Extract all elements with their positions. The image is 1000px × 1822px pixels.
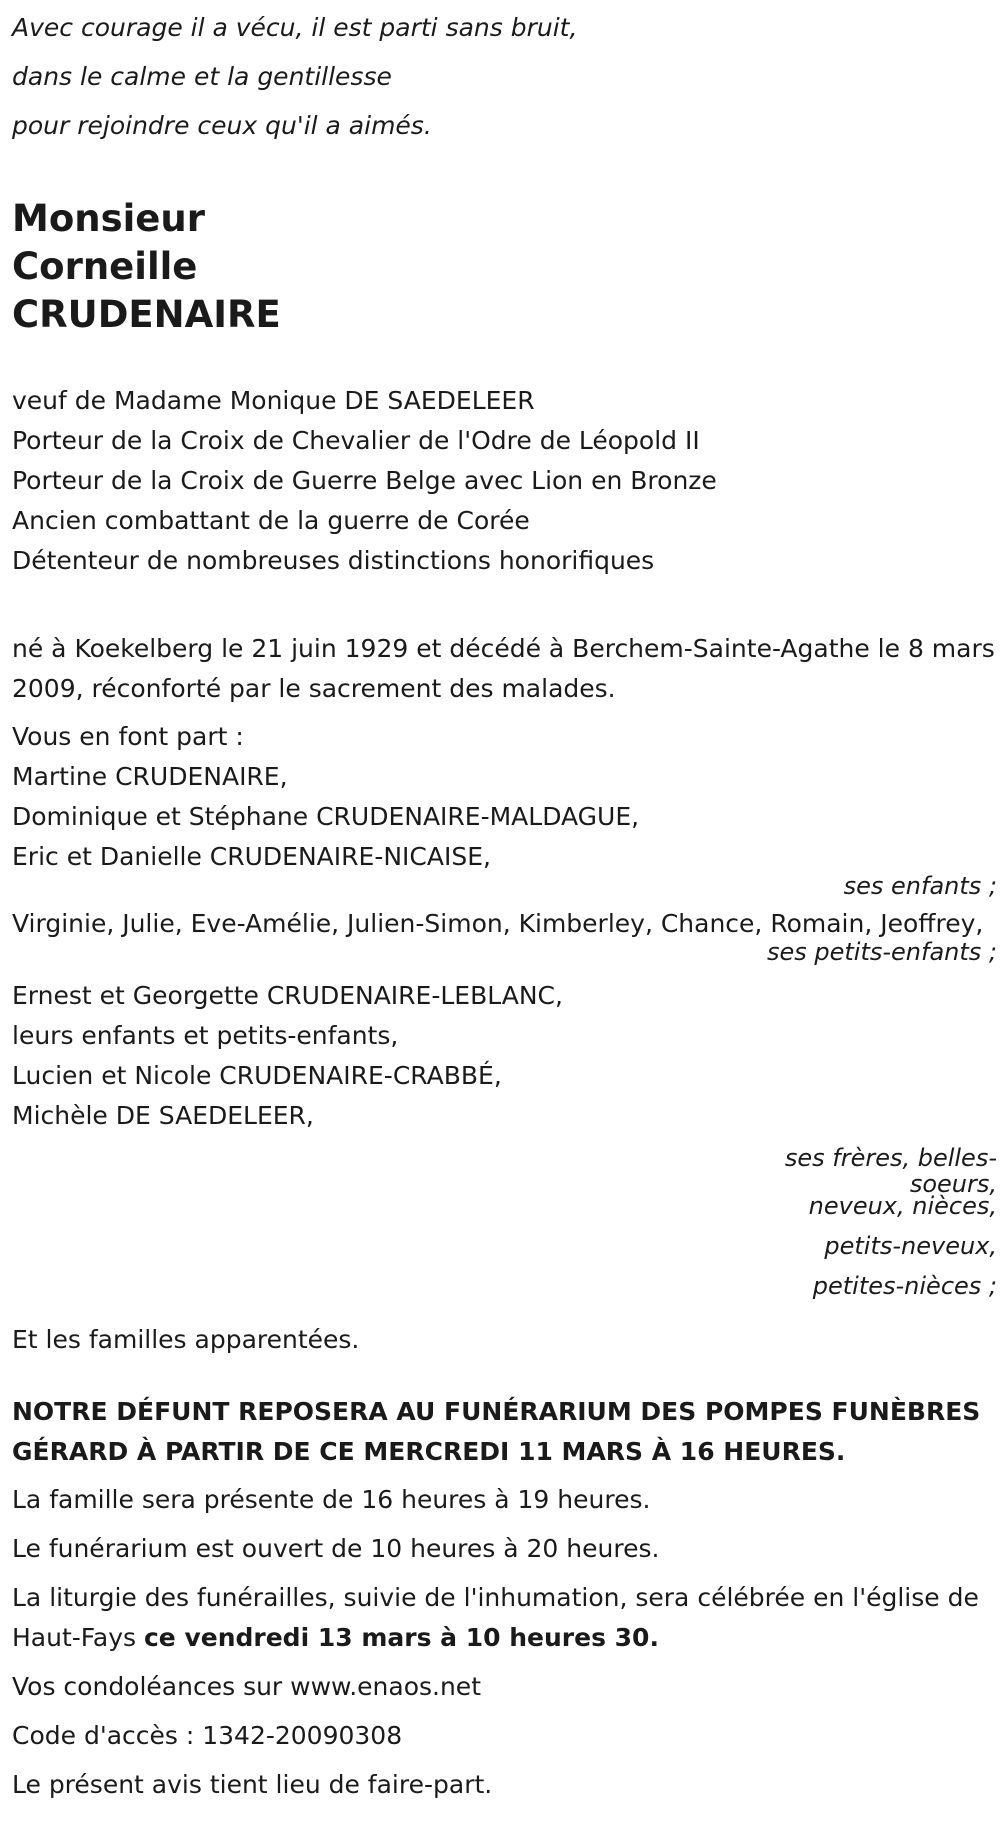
- child-line: Eric et Danielle CRUDENAIRE-NICAISE,: [12, 842, 491, 871]
- last-name: CRUDENAIRE: [12, 293, 281, 336]
- liturgy: [12, 1578, 997, 1658]
- title-line: Détenteur de nombreuses distinctions honorifiques: [12, 546, 655, 575]
- title-line: Porteur de la Croix de Chevalier de l'Odre de Léopold II: [12, 426, 700, 455]
- obituary-notice: [12, 0, 997, 1814]
- siblings-label-line: petits-neveux,: [824, 1232, 997, 1260]
- title-line: Ancien combattant de la guerre de Corée: [12, 506, 530, 535]
- family-section: [12, 717, 997, 1360]
- honorific: Monsieur: [12, 197, 205, 240]
- opening-hours: Le funérarium est ouvert de 10 heures à 20 heures.: [12, 1534, 660, 1563]
- poem-line: dans le calme et la gentillesse: [12, 62, 392, 91]
- siblings-label-line: ses frères, belles-: [784, 1144, 997, 1172]
- family-presence: La famille sera présente de 16 heures à 19 heures.: [12, 1485, 651, 1514]
- liturgy-date: ce vendredi 13 mars à 10 heures 30.: [143, 1623, 659, 1652]
- title-line: Porteur de la Croix de Guerre Belge avec Lion en Bronze: [12, 466, 717, 495]
- poem: [12, 3, 997, 150]
- child-line: Dominique et Stéphane CRUDENAIRE-MALDAGUE,: [12, 802, 640, 831]
- siblings-label: [12, 1138, 997, 1306]
- family-closing: Et les familles apparentées.: [12, 1325, 360, 1354]
- child-line: Martine CRUDENAIRE,: [12, 762, 288, 791]
- sibling-line: Ernest et Georgette CRUDENAIRE-LEBLANC,: [12, 981, 563, 1010]
- sibling-line: leurs enfants et petits-enfants,: [12, 1021, 399, 1050]
- poem-line: pour rejoindre ceux qu'il a aimés.: [12, 111, 432, 140]
- children-label: ses enfants ;: [843, 872, 997, 900]
- deceased-name: [12, 195, 997, 339]
- liturgy-text: La liturgie des funérailles, suivie de l'inhumation, sera célébrée en l'église de Haut-Fays: [12, 1583, 979, 1652]
- title-line: veuf de Madame Monique DE SAEDELEER: [12, 386, 535, 415]
- siblings-label-line: petites-nièces ;: [812, 1272, 997, 1300]
- poem-line: Avec courage il a vécu, il est parti sans bruit,: [12, 13, 578, 42]
- funeral-announcement: NOTRE DÉFUNT REPOSERA AU FUNÉRARIUM DES POMPES FUNÈBRES GÉRARD À PARTIR DE CE MERCREDI 11 MARS À 16 HEURES.: [12, 1397, 981, 1466]
- condolences: Vos condoléances sur www.enaos.net: [12, 1672, 481, 1701]
- sibling-line: Michèle DE SAEDELEER,: [12, 1101, 314, 1130]
- titles-list: [12, 381, 997, 581]
- funeral-info: [12, 1480, 997, 1805]
- siblings-label-line: soeurs,: [909, 1170, 997, 1198]
- grandchildren-list: Virginie, Julie, Eve-Amélie, Julien-Simon, Kimberley, Chance, Romain, Jeoffrey,: [12, 909, 984, 938]
- grandchildren-label: ses petits-enfants ;: [766, 938, 997, 966]
- access-code: Code d'accès : 1342-20090308: [12, 1721, 403, 1750]
- family-intro: Vous en font part :: [12, 722, 244, 751]
- birth-death-info: né à Koekelberg le 21 juin 1929 et décédé à Berchem-Sainte-Agathe le 8 mars 2009, réconforté par le sacrement des malades.: [12, 634, 995, 703]
- siblings-label-line: neveux, nièces,: [808, 1192, 997, 1220]
- first-name: Corneille: [12, 245, 198, 288]
- sibling-line: Lucien et Nicole CRUDENAIRE-CRABBÉ,: [12, 1061, 502, 1090]
- notice: Le présent avis tient lieu de faire-part.: [12, 1770, 493, 1799]
